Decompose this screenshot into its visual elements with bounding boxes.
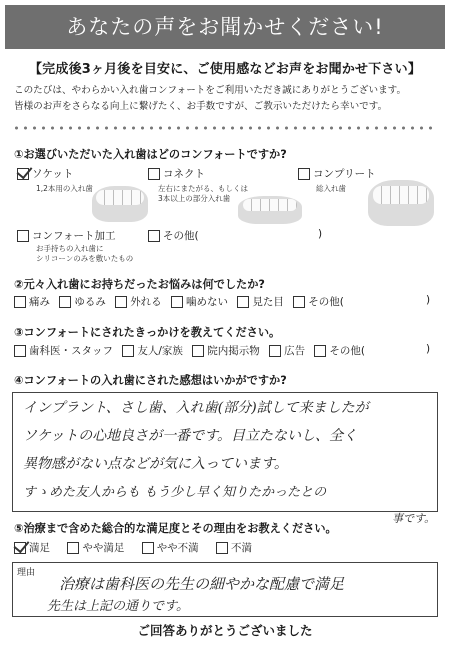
question-5-title: ⑤治療まで含めた総合的な満足度とその理由をお教えください。 <box>14 522 337 535</box>
checkbox-socket[interactable] <box>17 168 29 180</box>
survey-header <box>5 5 445 49</box>
handwritten-line-tail: 事です。 <box>392 512 436 525</box>
option-other-close: ) <box>318 228 323 240</box>
option-advertisement[interactable] <box>269 343 305 358</box>
option-socket-label: ソケット <box>32 168 74 180</box>
checkbox-somewhat-dissatisfied[interactable] <box>142 542 154 554</box>
option-somewhat-satisfied[interactable] <box>67 540 124 555</box>
option-connect-desc: 左右にまたがる、もしくは 3本以上の部分入れ歯 <box>158 184 248 203</box>
question-3-options <box>14 343 371 358</box>
option-other[interactable] <box>148 228 199 243</box>
option-pain-label: 痛み <box>29 296 50 308</box>
option-dissatisfied[interactable] <box>216 540 252 555</box>
handwritten-line: インプラント、さし歯、入れ歯(部分)試して来ましたが <box>23 400 369 416</box>
thanks-message: ご回答ありがとうございました <box>137 623 313 638</box>
question-4-answer-box[interactable] <box>12 392 438 512</box>
dotted-divider <box>12 126 438 130</box>
option-other-2-label: その他( <box>308 296 344 308</box>
option-falls-out-label: 外れる <box>130 296 162 308</box>
question-4-title: ④コンフォートの入れ歯にされた感想はいかがですか? <box>14 374 287 387</box>
option-somewhat-dissatisfied[interactable] <box>142 540 199 555</box>
checkbox-other-2[interactable] <box>293 296 305 308</box>
checkbox-loose[interactable] <box>59 296 71 308</box>
checkbox-friend-family[interactable] <box>122 345 134 357</box>
option-loose[interactable] <box>59 294 106 309</box>
option-appearance-label: 見た目 <box>252 296 284 308</box>
option-complete-label: コンプリート <box>313 168 376 180</box>
option-friend-family-label: 友人/家族 <box>137 345 183 357</box>
question-2-close: ) <box>426 294 431 306</box>
option-socket-desc: 1,2本用の入れ歯 <box>36 184 93 193</box>
header-title: あなたの声をお聞かせください! <box>66 15 384 39</box>
checkbox-other-3[interactable] <box>314 345 326 357</box>
option-pain[interactable] <box>14 294 50 309</box>
option-cannot-chew[interactable] <box>171 294 228 309</box>
question-1-title: ①お選びいただいた入れ歯はどのコンフォートですか? <box>14 148 287 161</box>
option-appearance[interactable] <box>237 294 284 309</box>
checkbox-pain[interactable] <box>14 296 26 308</box>
handwritten-line: すゝめた友人からも もう少し早く知りたかったとの <box>23 485 327 500</box>
option-clinic-poster[interactable] <box>192 343 260 358</box>
question-2-title: ②元々入れ歯にお持ちだったお悩みは何でしたか? <box>14 278 265 291</box>
checkbox-appearance[interactable] <box>237 296 249 308</box>
denture-socket-image <box>92 186 148 222</box>
denture-complete-image <box>368 180 434 226</box>
intro-line: このたびは、やわらかい入れ歯コンフォートをご利用いただき誠にありがとうございます。 <box>14 85 407 96</box>
option-dentist-staff[interactable] <box>14 343 113 358</box>
question-3-title: ③コンフォートにされたきっかけを教えてください。 <box>14 326 281 339</box>
option-socket[interactable] <box>17 166 73 181</box>
checkbox-somewhat-satisfied[interactable] <box>67 542 79 554</box>
option-clinic-poster-label: 院内掲示物 <box>207 345 260 357</box>
checkbox-satisfied[interactable] <box>14 542 26 554</box>
option-satisfied[interactable] <box>14 540 50 555</box>
reason-box[interactable] <box>12 562 438 617</box>
intro-text <box>14 83 439 115</box>
option-dissatisfied-label: 不満 <box>231 542 253 554</box>
option-complete-desc: 総入れ歯 <box>316 184 346 193</box>
handwritten-line: ソケットの心地良さが一番です。目立たないし、全く <box>23 428 358 444</box>
option-connect[interactable] <box>148 166 205 181</box>
reason-label: 理由 <box>17 568 36 578</box>
handwritten-line: 異物感がない点などが気に入っています。 <box>23 456 288 472</box>
checkbox-other[interactable] <box>148 230 160 242</box>
subheading: 【完成後3ヶ月後を目安に、ご使用感などお声をお聞かせ下さい】 <box>28 62 422 77</box>
option-loose-label: ゆるみ <box>74 296 106 308</box>
option-friend-family[interactable] <box>122 343 183 358</box>
option-other-3[interactable] <box>314 343 365 358</box>
checkbox-comfort-processing[interactable] <box>17 230 29 242</box>
option-cannot-chew-label: 噛めない <box>186 296 229 308</box>
option-comfort-processing-label: コンフォート加工 <box>32 230 116 242</box>
denture-connect-image <box>238 196 302 224</box>
checkbox-falls-out[interactable] <box>115 296 127 308</box>
checkbox-complete[interactable] <box>298 168 310 180</box>
handwritten-reason-line: 先生は上記の通りです。 <box>47 599 189 614</box>
option-comfort-processing-desc: お手持ちの入れ歯に シリコーンのみを敷いたもの <box>36 244 134 263</box>
handwritten-reason-line: 治療は歯科医の先生の細やかな配慮で満足 <box>59 575 345 593</box>
option-dentist-staff-label: 歯科医・スタッフ <box>29 345 113 357</box>
option-other-3-label: その他( <box>329 345 366 357</box>
option-satisfied-label: 満足 <box>29 542 50 554</box>
option-comfort-processing[interactable] <box>17 228 115 243</box>
checkbox-dentist-staff[interactable] <box>14 345 26 357</box>
option-complete[interactable] <box>298 166 376 181</box>
checkbox-advertisement[interactable] <box>269 345 281 357</box>
option-somewhat-dissatisfied-label: やや不満 <box>156 542 199 554</box>
checkbox-cannot-chew[interactable] <box>171 296 183 308</box>
option-falls-out[interactable] <box>115 294 162 309</box>
checkbox-dissatisfied[interactable] <box>216 542 228 554</box>
option-somewhat-satisfied-label: やや満足 <box>82 542 125 554</box>
question-3-close: ) <box>426 343 431 355</box>
option-other-2[interactable] <box>293 294 344 309</box>
option-advertisement-label: 広告 <box>284 345 306 357</box>
question-5-options <box>14 540 258 555</box>
intro-line: 皆様のお声をさらなる向上に繋げたく、お手数ですが、ご教示いただけたら幸いです。 <box>14 101 388 112</box>
checkbox-clinic-poster[interactable] <box>192 345 204 357</box>
option-connect-label: コネクト <box>163 168 205 180</box>
checkbox-connect[interactable] <box>148 168 160 180</box>
question-2-options <box>14 294 350 309</box>
option-other-label: その他( <box>163 230 199 242</box>
